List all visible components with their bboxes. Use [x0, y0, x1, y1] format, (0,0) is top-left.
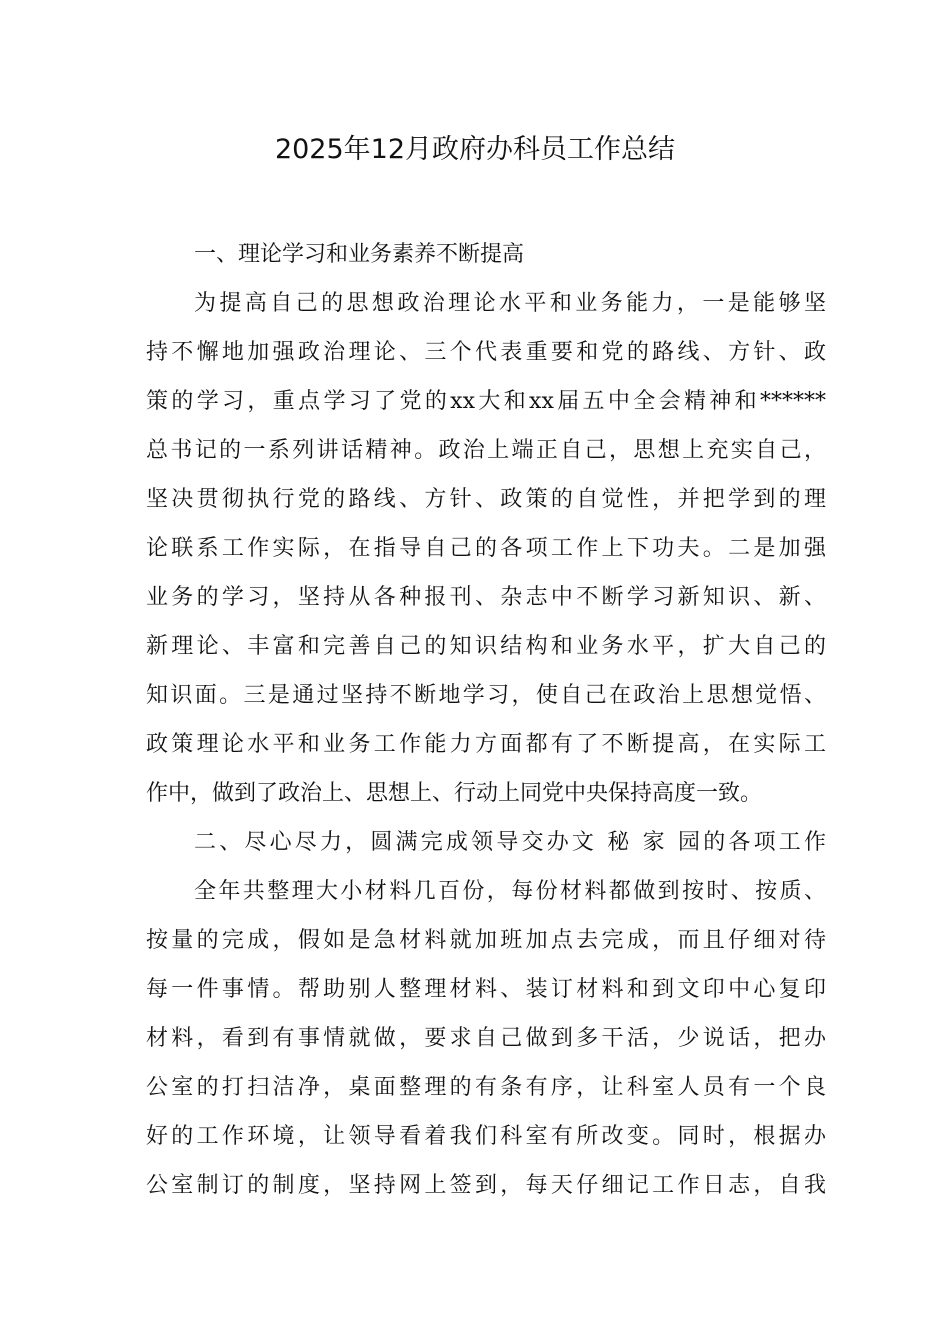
paragraph-line: 新理论、丰富和完善自己的知识结构和业务水平，扩大自己的: [146, 634, 826, 659]
paragraph-line: 坚决贯彻执行党的路线、方针、政策的自觉性，并把学到的理: [146, 487, 826, 512]
paragraph-line: 论联系工作实际，在指导自己的各项工作上下功夫。二是加强: [146, 536, 826, 561]
paragraph-line: 按量的完成，假如是急材料就加班加点去完成，而且仔细对待: [146, 928, 826, 953]
paragraph-line: 持不懈地加强政治理论、三个代表重要和党的路线、方针、政: [146, 340, 826, 365]
paragraph-line: 公室制订的制度，坚持网上签到，每天仔细记工作日志，自我: [146, 1173, 826, 1198]
paragraph-line: 知识面。三是通过坚持不断地学习，使自己在政治上思想觉悟、: [146, 683, 826, 708]
document-title: 2025年12月政府办科员工作总结: [274, 134, 676, 165]
paragraph-line: 总书记的一系列讲话精神。政治上端正自己，思想上充实自己，: [146, 438, 826, 463]
paragraph-line: 全年共整理大小材料几百份，每份材料都做到按时、按质、: [194, 879, 826, 904]
section-heading-1: 一、理论学习和业务素养不断提高: [194, 242, 525, 267]
paragraph-line: 每一件事情。帮助别人整理材料、装订材料和到文印中心复印: [146, 977, 826, 1002]
paragraph-line: 为提高自己的思想政治理论水平和业务能力，一是能够坚: [194, 291, 826, 316]
paragraph-line: 业务的学习，坚持从各种报刊、杂志中不断学习新知识、新、: [146, 585, 826, 610]
paragraph-line: 好的工作环境，让领导看着我们科室有所改变。同时，根据办: [146, 1124, 826, 1149]
paragraph-line: 政策理论水平和业务工作能力方面都有了不断提高，在实际工: [146, 732, 826, 757]
paragraph-line: 材料，看到有事情就做，要求自己做到多干活，少说话，把办: [146, 1026, 826, 1051]
paragraph-line: 作中，做到了政治上、思想上、行动上同党中央保持高度一致。: [146, 781, 763, 806]
paragraph-line: 公室的打扫洁净，桌面整理的有条有序，让科室人员有一个良: [146, 1075, 826, 1100]
document-body: [146, 230, 826, 1210]
section-heading-2: 二、尽心尽力，圆满完成领导交办文 秘 家 园的各项工作: [194, 830, 826, 855]
paragraph-line: 策的学习，重点学习了党的xx大和xx届五中全会精神和******: [146, 389, 826, 414]
